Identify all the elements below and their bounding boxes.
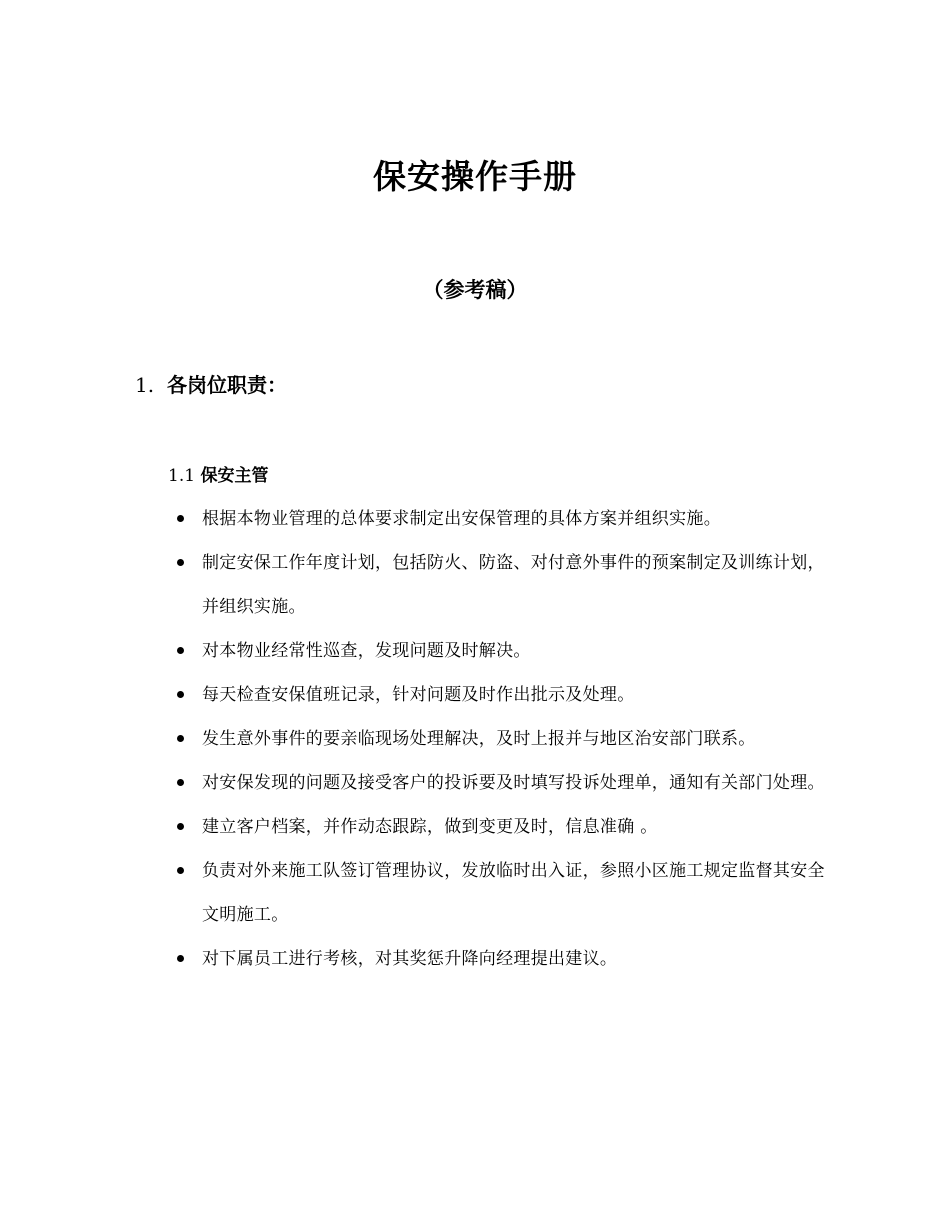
list-item (175, 937, 825, 981)
bullet-icon (177, 823, 184, 830)
bullet-icon (177, 559, 184, 566)
subsection-number: 1.1 (168, 466, 196, 486)
list-item-text: 根据本物业管理的总体要求制定出安保管理的具体方案并组织实施。 (202, 509, 721, 529)
list-item (175, 497, 825, 541)
list-item (175, 717, 825, 761)
list-item (175, 849, 825, 937)
list-item-text: 制定安保工作年度计划，包括防火、防盗、对付意外事件的预案制定及训练计划，并组织实施。 (202, 553, 825, 617)
list-item (175, 805, 825, 849)
list-item-text: 发生意外事件的要亲临现场处理解决，及时上报并与地区治安部门联系。 (202, 729, 756, 749)
list-item (175, 673, 825, 717)
list-item-text: 每天检查安保值班记录，针对问题及时作出批示及处理。 (202, 685, 635, 705)
section-heading (135, 368, 287, 402)
section-number: 1. (135, 373, 155, 397)
list-item-text: 对下属员工进行考核，对其奖惩升降向经理提出建议。 (202, 949, 618, 969)
bullet-icon (177, 515, 184, 522)
subsection-title: 保安主管 (200, 466, 269, 486)
list-item (175, 541, 825, 629)
duty-list (175, 497, 825, 981)
list-item (175, 761, 825, 805)
list-item-text: 负责对外来施工队签订管理协议，发放临时出入证，参照小区施工规定监督其安全文明施工。 (202, 861, 825, 925)
bullet-icon (177, 691, 184, 698)
bullet-icon (177, 955, 184, 962)
subsection-heading (168, 462, 268, 490)
section-title: 各岗位职责： (167, 373, 287, 397)
bullet-icon (177, 647, 184, 654)
list-item (175, 629, 825, 673)
bullet-icon (177, 867, 184, 874)
document-title: 保安操作手册 (373, 157, 577, 196)
list-item-text: 建立客户档案，并作动态跟踪，做到变更及时，信息准确 。 (202, 817, 658, 837)
document-subtitle: （参考稿） (422, 277, 528, 302)
bullet-icon (177, 735, 184, 742)
list-item-text: 对安保发现的问题及接受客户的投诉要及时填写投诉处理单，通知有关部门处理。 (202, 773, 825, 793)
bullet-icon (177, 779, 184, 786)
list-item-text: 对本物业经常性巡查，发现问题及时解决。 (202, 641, 531, 661)
